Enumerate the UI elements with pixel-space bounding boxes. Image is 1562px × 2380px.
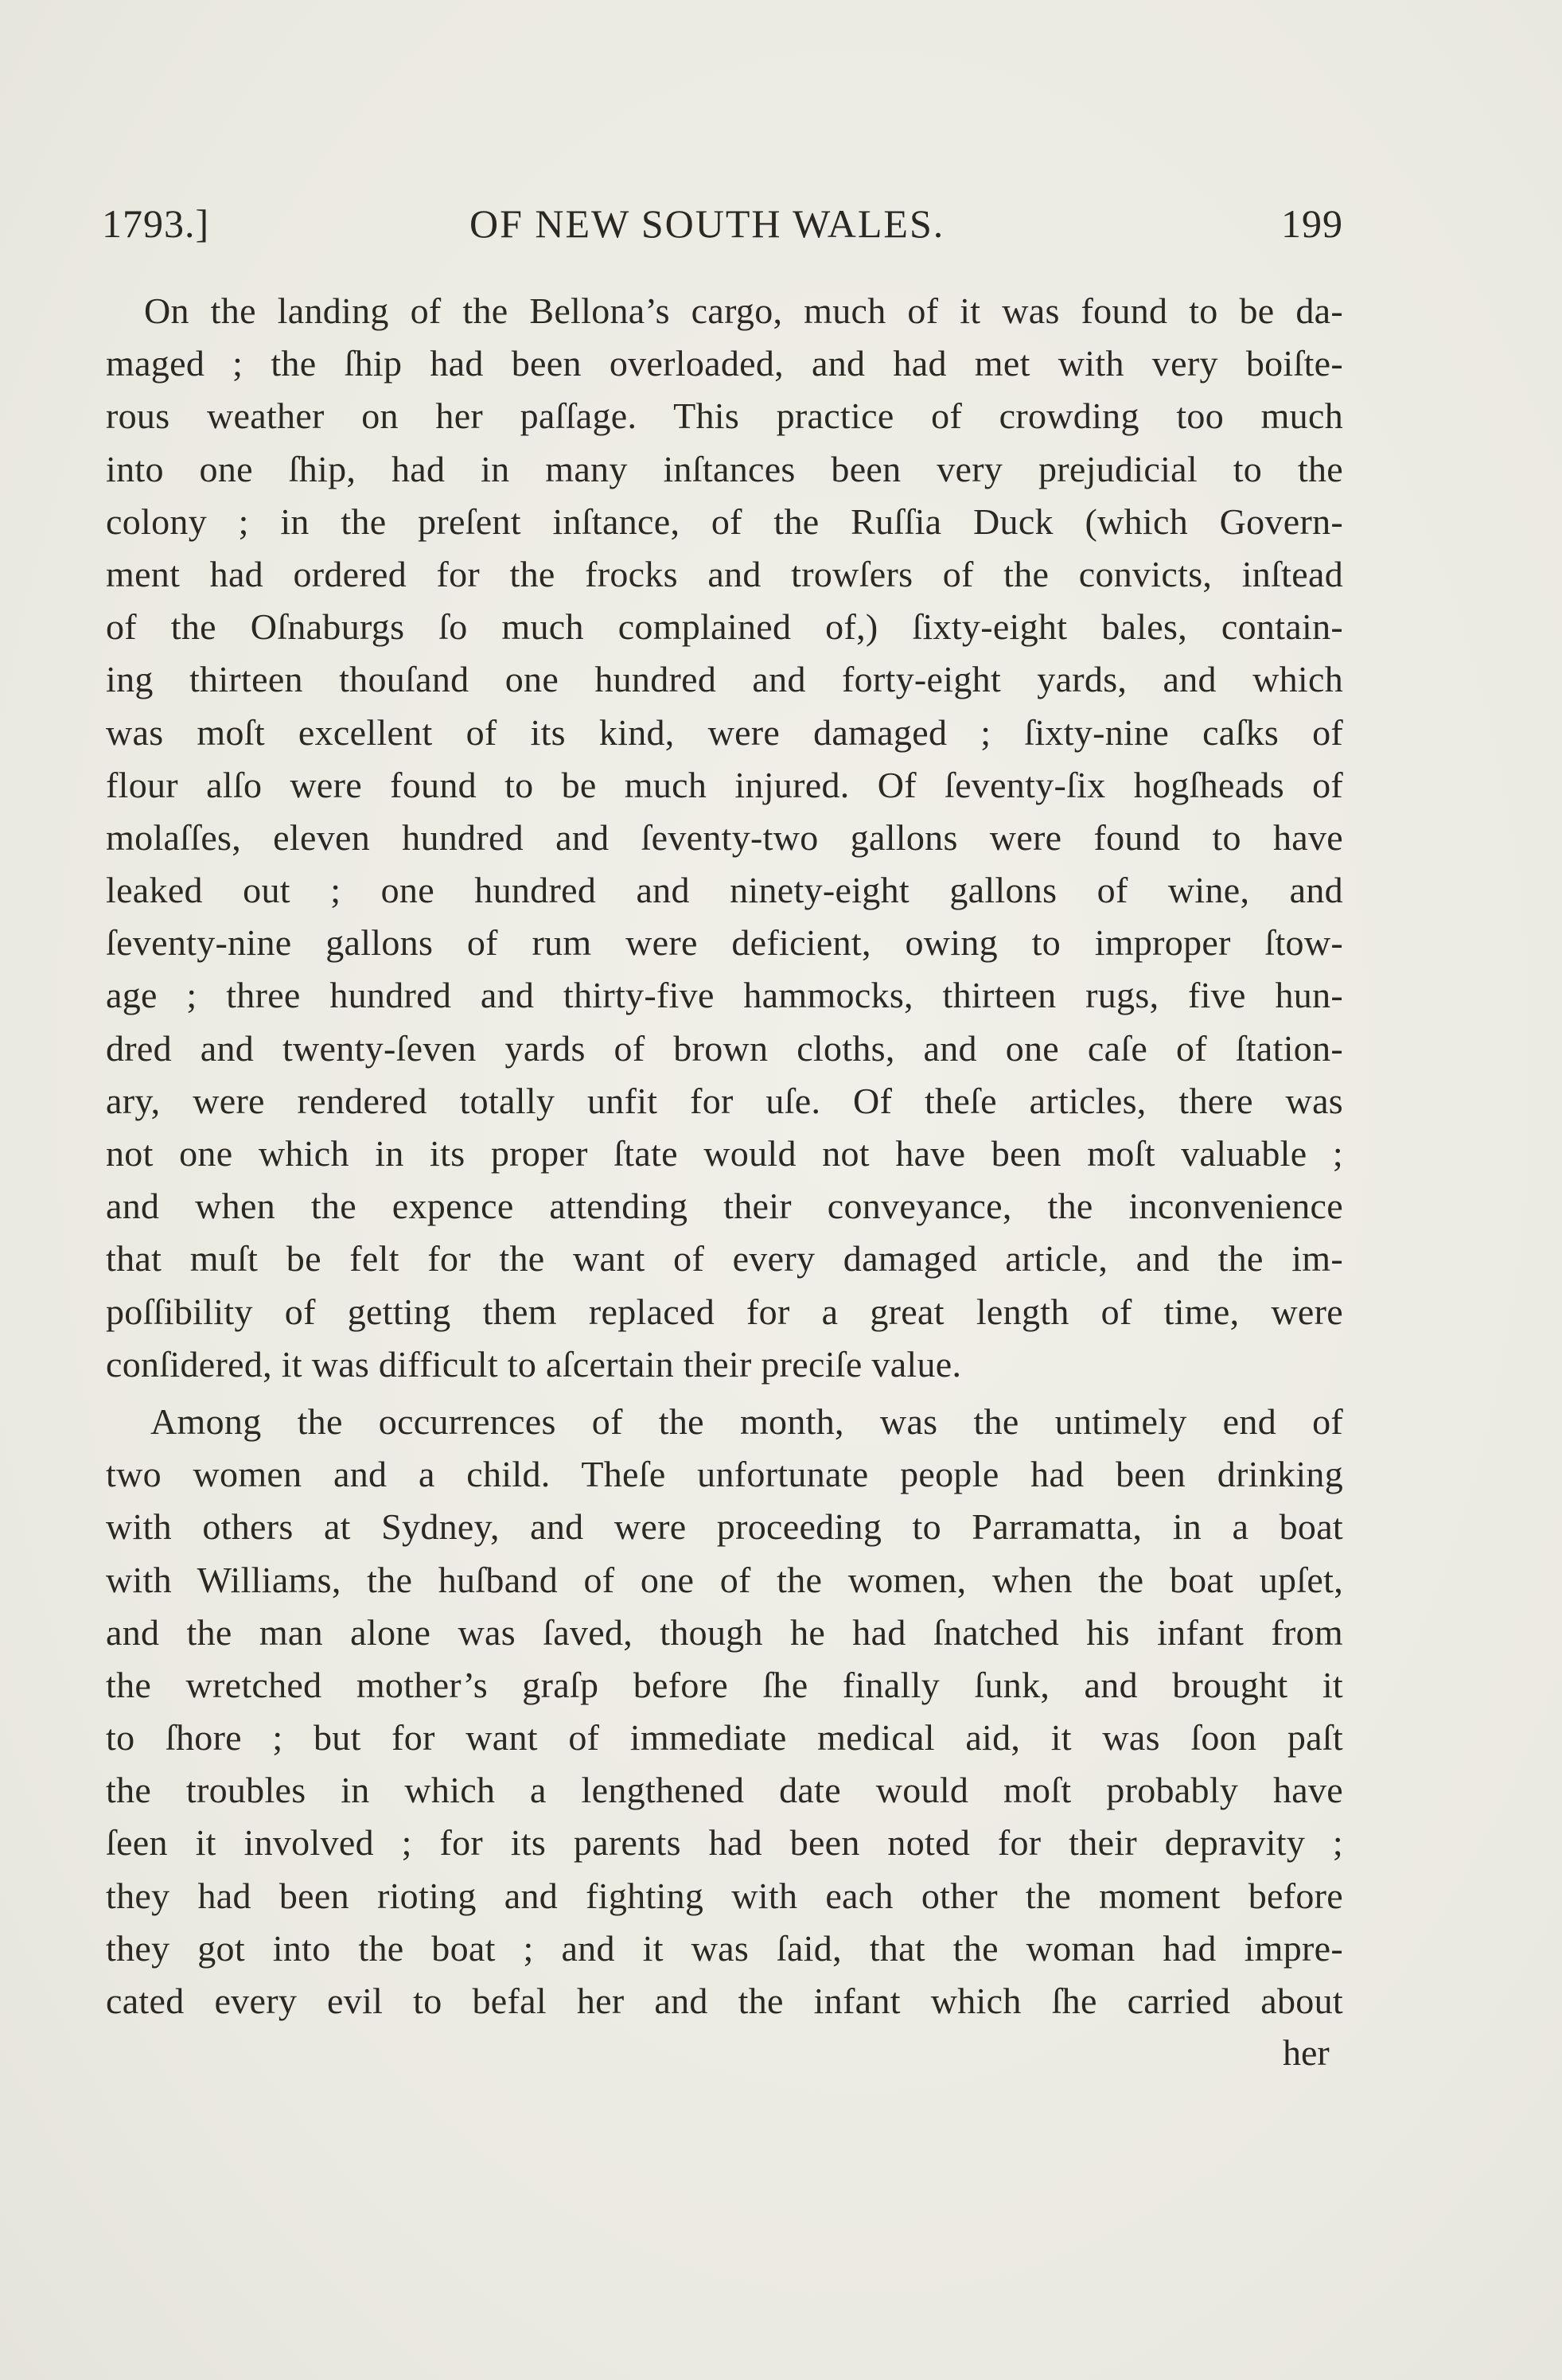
text-line: and the man alone was ſaved, though he had ſnatched his infant from bbox=[106, 1611, 1343, 1653]
text-line: poſſibility of getting them replaced for a great length of time, were bbox=[106, 1291, 1343, 1332]
text-line: On the landing of the Bellona’s cargo, much of it was found to be da- bbox=[144, 290, 1343, 331]
body-text bbox=[106, 285, 1343, 2027]
text-line: ing thirteen thouſand one hundred and forty-eight yards, and which bbox=[106, 659, 1343, 700]
text-line: was moſt excellent of its kind, were damaged ; ſixty-nine caſks of bbox=[106, 711, 1343, 753]
text-line: ary, were rendered totally unfit for uſe. Of theſe articles, there was bbox=[106, 1080, 1343, 1121]
running-head-title: OF NEW SOUTH WALES. bbox=[469, 201, 945, 246]
text-line: ſeen it involved ; for its parents had been noted for their depravity ; bbox=[106, 1822, 1343, 1864]
text-line: age ; three hundred and thirty-five hammocks, thirteen rugs, five hun- bbox=[106, 975, 1343, 1016]
text-line: the wretched mother’s graſp before ſhe finally ſunk, and brought it bbox=[106, 1664, 1343, 1705]
paragraph bbox=[106, 1396, 1343, 2027]
text-line: they got into the boat ; and it was ſaid, that the woman had impre- bbox=[106, 1927, 1343, 1969]
text-line: not one which in its proper ſtate would not have been moſt valuable ; bbox=[106, 1133, 1343, 1174]
text-line: leaked out ; one hundred and ninety-eight gallons of wine, and bbox=[106, 870, 1343, 911]
text-line: colony ; in the preſent inſtance, of the Ruſſia Duck (which Govern- bbox=[106, 501, 1343, 542]
text-line: flour alſo were found to be much injured. Of ſeventy-ſix hogſheads of bbox=[106, 764, 1343, 805]
page-number: 199 bbox=[1281, 201, 1343, 246]
text-line: maged ; the ſhip had been overloaded, and had met with very boiſte- bbox=[106, 343, 1343, 384]
text-line: ſeventy-nine gallons of rum were deficient, owing to improper ſtow- bbox=[106, 922, 1343, 964]
text-line: with Williams, the huſband of one of the women, when the boat upſet, bbox=[106, 1559, 1343, 1600]
text-line: conſidered, it was difficult to aſcertain their preciſe value. bbox=[106, 1343, 962, 1385]
text-line: into one ſhip, had in many inſtances been very prejudicial to the bbox=[106, 448, 1343, 489]
text-line: rous weather on her paſſage. This practice of crowding too much bbox=[106, 395, 1343, 437]
catchword: her bbox=[1283, 2032, 1330, 2073]
text-line: Among the occurrences of the month, was the untimely end of bbox=[150, 1400, 1343, 1442]
text-line: ment had ordered for the frocks and trowſers of the convicts, inſtead bbox=[106, 553, 1343, 594]
text-line: and when the expence attending their conveyance, the inconvenience bbox=[106, 1186, 1343, 1227]
paragraph bbox=[106, 285, 1343, 1391]
text-line: they had been rioting and fighting with each other the moment before bbox=[106, 1875, 1343, 1916]
text-line: two women and a child. Theſe unfortunate people had been drinking bbox=[106, 1454, 1343, 1495]
running-head-year: 1793.] bbox=[102, 201, 210, 246]
text-line: that muſt be felt for the want of every damaged article, and the im- bbox=[106, 1238, 1343, 1280]
text-line: the troubles in which a lengthened date would moſt probably have bbox=[106, 1770, 1343, 1811]
text-line: of the Oſnaburgs ſo much complained of,) ſixty-eight bales, contain- bbox=[106, 606, 1343, 648]
text-line: to ſhore ; but for want of immediate medical aid, it was ſoon paſt bbox=[106, 1717, 1343, 1759]
text-line: molaſſes, eleven hundred and ſeventy-two gallons were found to have bbox=[106, 816, 1343, 858]
text-line: cated every evil to befal her and the infant which ſhe carried about bbox=[106, 1981, 1343, 2021]
text-line: dred and twenty-ſeven yards of brown cloths, and one caſe of ſtation- bbox=[106, 1027, 1343, 1069]
text-line: with others at Sydney, and were proceeding to Parramatta, in a boat bbox=[106, 1506, 1343, 1548]
running-head bbox=[102, 201, 1343, 256]
